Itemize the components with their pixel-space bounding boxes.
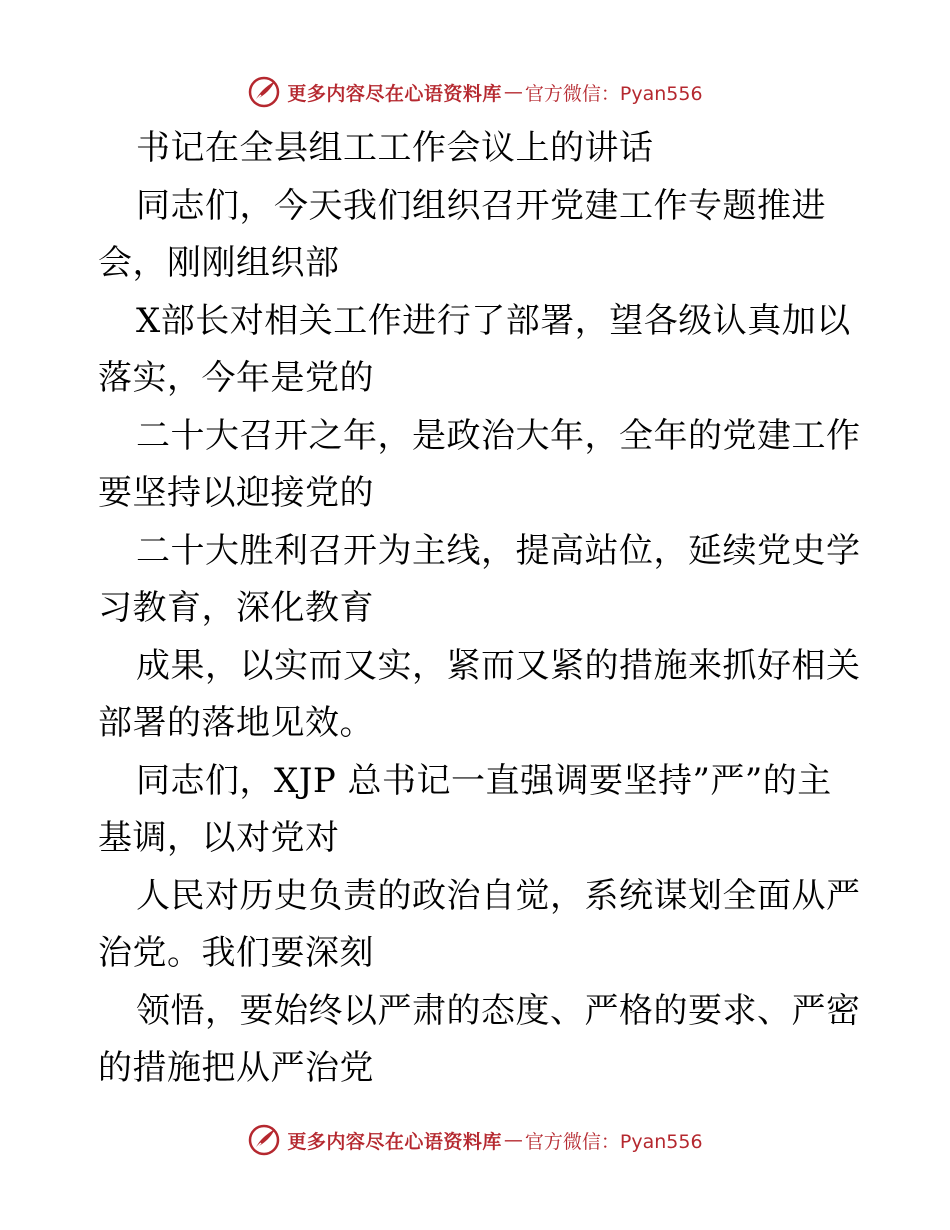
paragraph-line: 落实，今年是党的 xyxy=(98,358,374,398)
paragraph-line: 的措施把从严治党 xyxy=(98,1048,374,1088)
paragraph-line: 同志们，今天我们组织召开党建工作专题推进 xyxy=(136,185,826,226)
banner-dash: — xyxy=(503,81,523,103)
paragraph-line: 要坚持以迎接党的 xyxy=(98,473,374,513)
paragraph-line: 成果，以实而又实，紧而又紧的措施来抓好相关 xyxy=(136,645,861,686)
paragraph-line: 二十大召开之年，是政治大年，全年的党建工作 xyxy=(136,415,861,456)
document-title: 书记在全县组工工作会议上的讲话 xyxy=(136,128,654,168)
paragraph-line: 治党。我们要深刻 xyxy=(98,933,374,973)
paragraph-line: 同志们，XJP 总书记一直强调要坚持”严”的主 xyxy=(136,760,832,801)
paragraph-line: X部长对相关工作进行了部署，望各级认真加以 xyxy=(136,300,851,341)
paragraph-line: 习教育，深化教育 xyxy=(98,588,374,628)
paragraph-line: 人民对历史负责的政治自觉，系统谋划全面从严 xyxy=(136,875,861,916)
banner-contact-text: 官方微信：Pyan556 xyxy=(524,1130,703,1153)
paragraph-line: 领悟，要始终以严肃的态度、严格的要求、严密 xyxy=(136,990,861,1031)
banner-dash: — xyxy=(503,1129,523,1151)
paragraph-line: 会，刚刚组织部 xyxy=(98,243,340,283)
header-watermark-banner xyxy=(0,72,950,112)
paragraph-line: 基调，以对党对 xyxy=(98,818,340,858)
footer-watermark-banner xyxy=(0,1120,950,1160)
quill-pen-logo-icon xyxy=(247,1123,281,1157)
banner-brand-text: 更多内容尽在心语资料库 xyxy=(287,82,502,105)
paragraph-line: 二十大胜利召开为主线，提高站位，延续党史学 xyxy=(136,530,861,571)
banner-contact-text: 官方微信：Pyan556 xyxy=(524,82,703,105)
banner-brand-text: 更多内容尽在心语资料库 xyxy=(287,1130,502,1153)
document-body xyxy=(98,120,861,1098)
paragraph-line: 部署的落地见效。 xyxy=(98,703,374,743)
quill-pen-logo-icon xyxy=(247,75,281,109)
